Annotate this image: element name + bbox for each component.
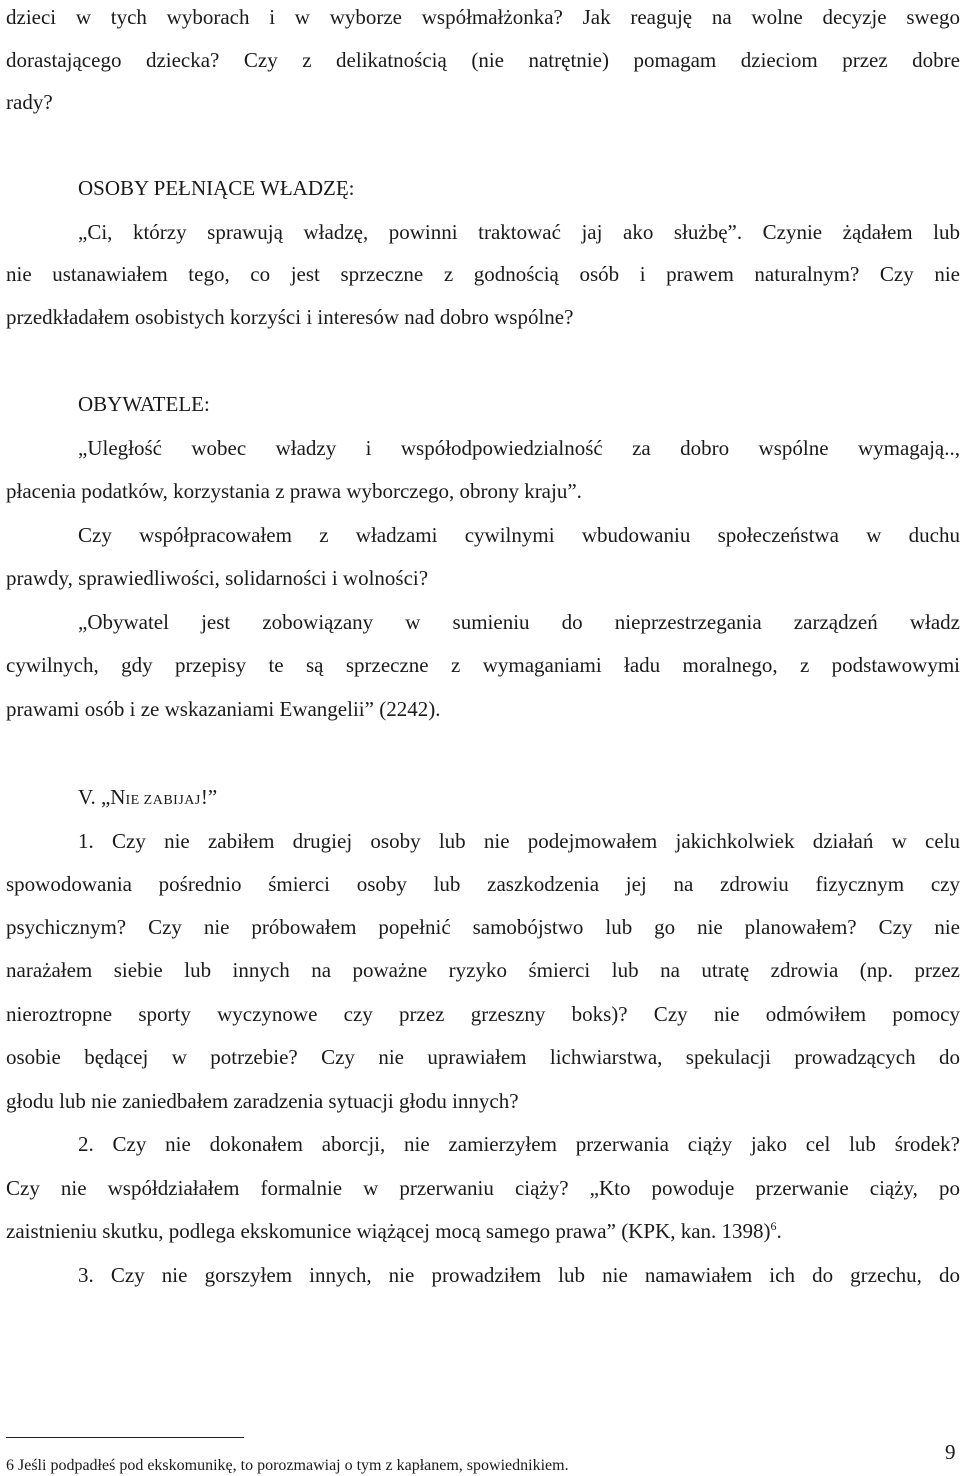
paragraph-line: spowodowania pośrednio śmierci osoby lub zaszkodzenia jej na zdrowiu fizycznym czy	[6, 872, 960, 896]
paragraph-line: Czy współpracowałem z władzami cywilnymi wbudowaniu społeczeństwa w duchu	[78, 523, 960, 547]
paragraph-line: osobie będącej w potrzebie? Czy nie uprawiałem lichwiarstwa, spekulacji prowadzących do	[6, 1045, 960, 1069]
paragraph-line: psychicznym? Czy nie próbowałem popełnić samobójstwo lub go nie planowałem? Czy nie	[6, 915, 960, 939]
paragraph-line: dzieci w tych wyborach i w wyborze współmałżonka? Jak reaguję na wolne decyzje swego	[6, 5, 960, 29]
paragraph-line: dorastającego dziecka? Czy z delikatnością (nie natrętnie) pomagam dzieciom przez dobre	[6, 48, 960, 72]
paragraph-line: „Uległość wobec władzy i współodpowiedzialność za dobro wspólne wymagają..,	[78, 436, 960, 460]
paragraph-line: 2. Czy nie dokonałem aborcji, nie zamierzyłem przerwania ciąży jako cel lub środek?	[78, 1132, 960, 1156]
paragraph-line: Czy nie współdziałałem formalnie w przerwaniu ciąży? „Kto powoduje przerwanie ciąży, po	[6, 1176, 960, 1200]
paragraph-line: 1. Czy nie zabiłem drugiej osoby lub nie podejmowałem jakichkolwiek działań w celu	[78, 829, 960, 853]
paragraph-line: zaistnieniu skutku, podlega ekskomunice wiążącej mocą samego prawa” (KPK, kan. 1398)$^6$.	[6, 1219, 782, 1243]
paragraph-line: przedkładałem osobistych korzyści i interesów nad dobro wspólne?	[6, 305, 574, 329]
commandment-heading: V. „NIE ZABIJAJ!”	[78, 785, 218, 809]
paragraph-line: rady?	[6, 90, 53, 114]
section-heading-obywatele: OBYWATELE:	[78, 392, 210, 416]
page-number: 9	[945, 1440, 956, 1464]
paragraph-line: prawami osób i ze wskazaniami Ewangelii” (2242).	[6, 697, 441, 721]
footnote-ref[interactable]: 6	[770, 1219, 777, 1233]
paragraph-line: „Ci, którzy sprawują władzę, powinni traktować jaj ako służbę”. Czynie żądałem lub	[78, 220, 960, 244]
footnote-text: 6 Jeśli podpadłeś pod ekskomunikę, to porozmawiaj o tym z kapłanem, spowiednikiem.	[6, 1457, 569, 1474]
paragraph-line: płacenia podatków, korzystania z prawa wyborczego, obrony kraju”.	[6, 479, 582, 503]
paragraph-line: 3. Czy nie gorszyłem innych, nie prowadziłem lub nie namawiałem ich do grzechu, do	[78, 1263, 960, 1287]
footnote-divider	[6, 1437, 244, 1438]
section-heading-osoby: OSOBY PEŁNIĄCE WŁADZĘ:	[78, 176, 355, 200]
paragraph-line: głodu lub nie zaniedbałem zaradzenia sytuacji głodu innych?	[6, 1089, 519, 1113]
paragraph-line: prawdy, sprawiedliwości, solidarności i wolności?	[6, 566, 429, 590]
paragraph-line: „Obywatel jest zobowiązany w sumieniu do nieprzestrzegania zarządzeń władz	[78, 610, 960, 634]
paragraph-line: narażałem siebie lub innych na poważne ryzyko śmierci lub na utratę zdrowia (np. przez	[6, 958, 960, 982]
paragraph-line: cywilnych, gdy przepisy te są sprzeczne z wymaganiami ładu moralnego, z podstawowymi	[6, 653, 960, 677]
paragraph-line: nieroztropne sporty wyczynowe czy przez grzeszny boks)? Czy nie odmówiłem pomocy	[6, 1002, 960, 1026]
paragraph-line: nie ustanawiałem tego, co jest sprzeczne z godnością osób i prawem naturalnym? Czy nie	[6, 262, 960, 286]
small-caps-text: IE ZABIJAJ	[125, 793, 201, 808]
